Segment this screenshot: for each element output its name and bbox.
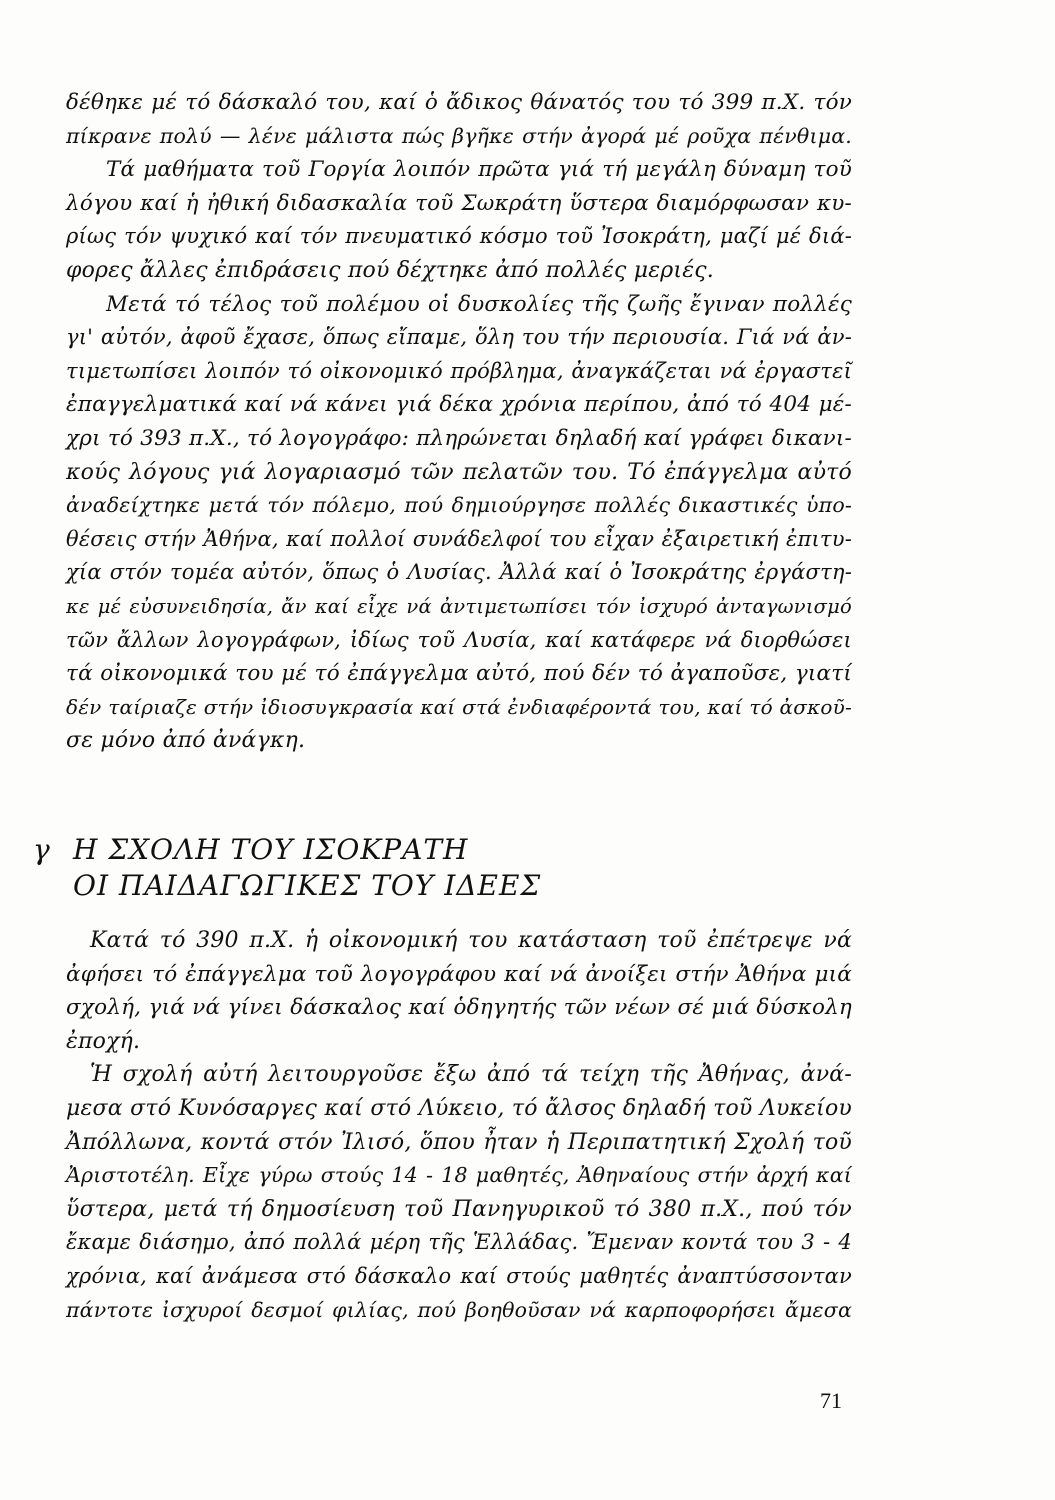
text-line: κούς λόγους γιά λογαριασμό τῶν πελατῶν του. Τό ἐπάγγελμα αὐτό <box>66 459 852 485</box>
heading-line-2: ΟΙ ΠΑΙΔΑΓΩΓΙΚΕΣ ΤΟΥ ΙΔΕΕΣ <box>73 869 542 902</box>
text-line: τιμετωπίσει λοιπόν τό οἰκονομικό πρόβλημα, ἀναγκάζεται νά ἐργαστεῖ <box>66 358 852 383</box>
text-line: γι' αὐτόν, ἀφοῦ ἔχασε, ὅπως εἴπαμε, ὅλη του τήν περιουσία. Γιά νά ἀν- <box>66 325 852 350</box>
text-line: χρι τό 393 π.Χ., τό λογογράφο: πληρώνεται δηλαδή καί γράφει δικανι- <box>66 425 852 451</box>
text-line: φορες ἄλλες ἐπιδράσεις πού δέχτηκε ἀπό πολλές μεριές. <box>66 257 714 283</box>
text-line: σε μόνο ἀπό ἀνάγκη. <box>66 728 306 754</box>
text-line: μεσα στό Κυνόσαργες καί στό Λύκειο, τό ἄλσος δηλαδή τοῦ Λυκείου <box>66 1095 852 1121</box>
text-line: ἐπαγγελματικά καί νά κάνει γιά δέκα χρόνια περίπου, ἀπό τό 404 μέ- <box>66 392 852 418</box>
text-line: Τά μαθήματα τοῦ Γοργία λοιπόν πρῶτα γιά τή μεγάλη δύναμη τοῦ <box>106 157 852 183</box>
heading-line-1: Η ΣΧΟΛΗ ΤΟΥ ΙΣΟΚΡΑΤΗ <box>73 833 469 866</box>
text-line: ἔκαμε διάσημο, ἀπό πολλά μέρη τῆς Ἑλλάδας. Ἔμεναν κοντά του 3 - 4 <box>66 1230 852 1255</box>
body-text-section-2 <box>66 924 852 1327</box>
text-line: δέν ταίριαζε στήν ἰδιοσυγκρασία καί στά ἐνδιαφέροντά του, καί τό ἀσκοῦ- <box>66 694 852 719</box>
text-line: ρίως τόν ψυχικό καί τόν πνευματικό κόσμο τοῦ Ἰσοκράτη, μαζί μέ διά- <box>66 224 852 249</box>
text-line: ἀφήσει τό ἐπάγγελμα τοῦ λογογράφου καί νά ἀνοίξει στήν Ἀθήνα μιά <box>66 961 852 987</box>
text-line: τά οἰκονομικά του μέ τό ἐπάγγελμα αὐτό, πού δέν τό ἀγαποῦσε, γιατί <box>66 661 852 687</box>
text-line: χρόνια, καί ἀνάμεσα στό δάσκαλο καί στούς μαθητές ἀναπτύσσονταν <box>66 1263 852 1288</box>
text-line: σχολή, γιά νά γίνει δάσκαλος καί ὁδηγητής τῶν νέων σέ μιά δύσκολη <box>66 995 852 1021</box>
page-number: 71 <box>820 1388 842 1413</box>
section-heading <box>33 832 541 904</box>
text-line: ἐποχή. <box>66 1028 141 1054</box>
text-line: Κατά τό 390 π.Χ. ἡ οἰκονομική του κατάσταση τοῦ ἐπέτρεψε νά <box>90 928 852 953</box>
body-text-section-1 <box>66 86 852 758</box>
text-line: Μετά τό τέλος τοῦ πολέμου οἱ δυσκολίες τῆς ζωῆς ἔγιναν πολλές <box>106 291 852 317</box>
text-line: πάντοτε ἰσχυροί δεσμοί φιλίας, πού βοηθοῦσαν νά καρποφορήσει ἄμεσα <box>66 1297 852 1322</box>
text-line: χία στόν τομέα αὐτόν, ὅπως ὁ Λυσίας. Ἀλλά καί ὁ Ἰσοκράτης ἐργάστη- <box>66 560 852 585</box>
text-line: δέθηκε μέ τό δάσκαλό του, καί ὁ ἄδικος θάνατός του τό 399 π.Χ. τόν <box>66 90 852 115</box>
text-line: λόγου καί ἡ ἠθική διδασκαλία τοῦ Σωκράτη ὕστερα διαμόρφωσαν κυ- <box>66 190 852 216</box>
text-line: Ἀριστοτέλη. Εἶχε γύρω στούς 14 - 18 μαθητές, Ἀθηναίους στήν ἀρχή καί <box>66 1163 852 1188</box>
text-line: πίκρανε πολύ — λένε μάλιστα πώς βγῆκε στήν ἀγορά μέ ροῦχα πένθιμα. <box>66 123 852 148</box>
text-line: ὕστερα, μετά τή δημοσίευση τοῦ Πανηγυρικοῦ τό 380 π.Χ., πού τόν <box>66 1196 852 1222</box>
text-line: Ἀπόλλωνα, κοντά στόν Ἰλισό, ὅπου ἦταν ἡ Περιπατητική Σχολή τοῦ <box>66 1129 852 1155</box>
text-line: ἀναδείχτηκε μετά τόν πόλεμο, πού δημιούργησε πολλές δικαστικές ὑπο- <box>66 493 852 518</box>
section-number: γ <box>33 833 51 866</box>
text-line: τῶν ἄλλων λογογράφων, ἰδίως τοῦ Λυσία, καί κατάφερε νά διορθώσει <box>66 627 852 652</box>
text-line: Ἡ σχολή αὐτή λειτουργοῦσε ἔξω ἀπό τά τείχη τῆς Ἀθήνας, ἀνά- <box>90 1062 852 1088</box>
text-line: θέσεις στήν Ἀθήνα, καί πολλοί συνάδελφοί του εἶχαν ἐξαιρετική ἐπιτυ- <box>66 526 852 551</box>
text-line: κε μέ εὐσυνειδησία, ἄν καί εἶχε νά ἀντιμετωπίσει τόν ἰσχυρό ἀνταγωνισμό <box>66 594 852 618</box>
